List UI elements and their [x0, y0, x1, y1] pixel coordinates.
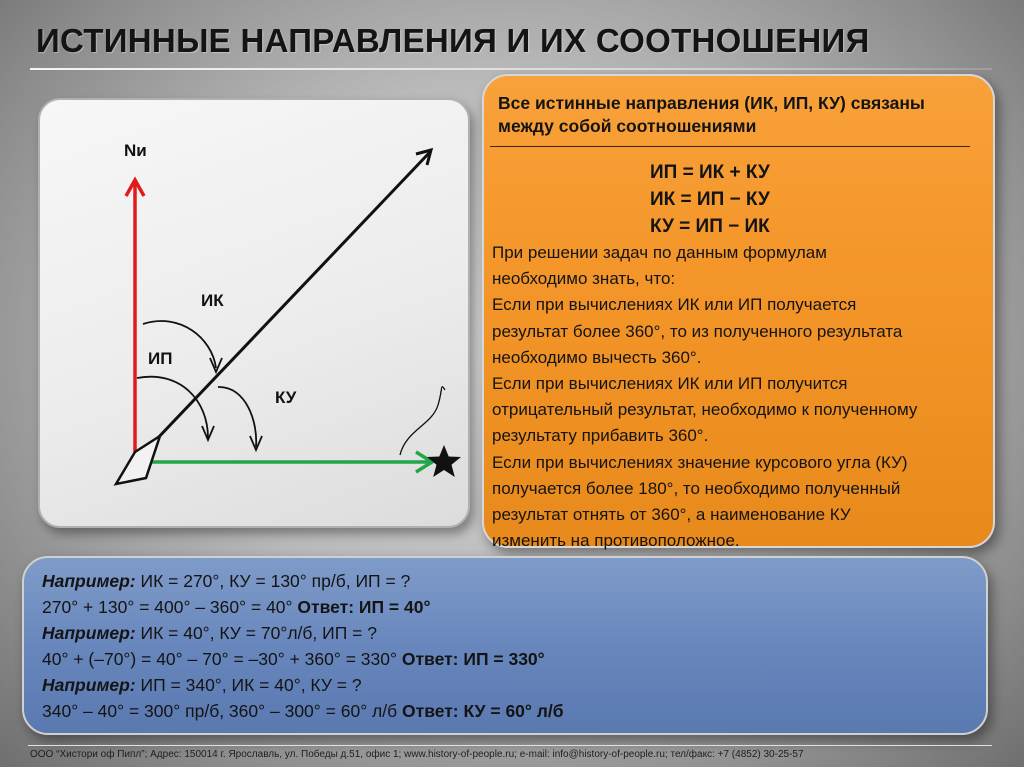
example-calc: 270° + 130° = 400° – 360° = 40°: [42, 597, 298, 617]
example-calc: 340° – 40° = 300° пр/б, 360° – 300° = 60° л/б: [42, 701, 403, 721]
ip-arc: [137, 377, 208, 438]
example-answer: ИП = 330°: [458, 649, 545, 669]
ku-label: КУ: [275, 388, 297, 407]
example-2-solution: [42, 646, 545, 672]
bearing-diagram: [40, 100, 468, 526]
ip-label: ИП: [148, 349, 173, 368]
example-given-text: ИК = 270°, КУ = 130° пр/б, ИП = ?: [135, 571, 411, 591]
example-3-given: [42, 672, 362, 698]
rules-line: получается более 180°, то необходимо полученный: [492, 478, 901, 498]
intro-divider: [490, 146, 970, 147]
footer-divider: [28, 745, 992, 746]
rules-line: Если при вычислениях значение курсового угла (КУ): [492, 452, 908, 472]
example-lead: Например:: [42, 571, 136, 591]
example-answer: ИП = 40°: [354, 597, 431, 617]
title-divider: [30, 68, 992, 70]
example-3-solution: [42, 698, 564, 724]
landmark-star-icon: [427, 445, 461, 477]
example-lead: Например:: [42, 623, 136, 643]
rules-text: [492, 240, 990, 554]
rules-line: результат более 360°, то из полученного результата: [492, 321, 903, 341]
examples-panel: [22, 556, 988, 735]
rules-line: отрицательный результат, необходимо к полученному: [492, 400, 918, 420]
example-lead: Например:: [42, 675, 136, 695]
diagram-panel: [38, 98, 470, 528]
landmark-squiggle: [400, 387, 445, 455]
example-calc: 40° + (–70°) = 40° – 70° = –30° + 360° = 330°: [42, 649, 402, 669]
example-2-given: [42, 620, 377, 646]
formula-ik: ИК = ИП − КУ: [650, 189, 770, 210]
heading-line: [135, 152, 430, 462]
answer-label: Ответ:: [402, 701, 459, 721]
ship-icon: [116, 436, 160, 484]
north-label: Nи: [124, 141, 147, 160]
formula-ip: ИП = ИК + КУ: [650, 162, 770, 183]
footer-contacts: ООО “Хистори оф Пипл”; Адрес: 150014 г. Ярославль, ул. Победы д.51, офис 1; www.history-of-people.ru; e-mail: info@history-of-people.ru; тел/факс: +7 (4852) 30-25-57: [30, 749, 804, 760]
rules-line: Если при вычислениях ИК или ИП получается: [492, 295, 857, 315]
page-title: ИСТИННЫЕ НАПРАВЛЕНИЯ И ИХ СООТНОШЕНИЯ: [36, 22, 870, 59]
example-given-text: ИК = 40°, КУ = 70°л/б, ИП = ?: [135, 623, 377, 643]
rules-line: необходимо вычесть 360°.: [492, 347, 702, 367]
rules-line: необходимо знать, что:: [492, 269, 676, 289]
formula-list: [650, 159, 770, 240]
rules-line: Если при вычислениях ИК или ИП получится: [492, 374, 848, 394]
example-1-solution: [42, 594, 430, 620]
formula-ku: КУ = ИП − ИК: [650, 216, 770, 237]
rules-line: результат отнять от 360°, а наименование КУ: [492, 505, 851, 525]
rules-line: При решении задач по данным формулам: [492, 243, 827, 262]
example-1-given: [42, 568, 410, 594]
example-given-text: ИП = 340°, ИК = 40°, КУ = ?: [135, 675, 362, 695]
ik-label: ИК: [201, 291, 224, 310]
rules-line: изменить на противоположное.: [492, 531, 740, 551]
rules-line: результату прибавить 360°.: [492, 426, 709, 446]
answer-label: Ответ:: [297, 597, 355, 617]
example-answer: КУ = 60° л/б: [458, 701, 564, 721]
answer-label: Ответ:: [401, 649, 459, 669]
relations-intro: Все истинные направления (ИК, ИП, КУ) связаны между собой соотношениями: [498, 93, 925, 136]
relations-panel: [482, 74, 995, 551]
